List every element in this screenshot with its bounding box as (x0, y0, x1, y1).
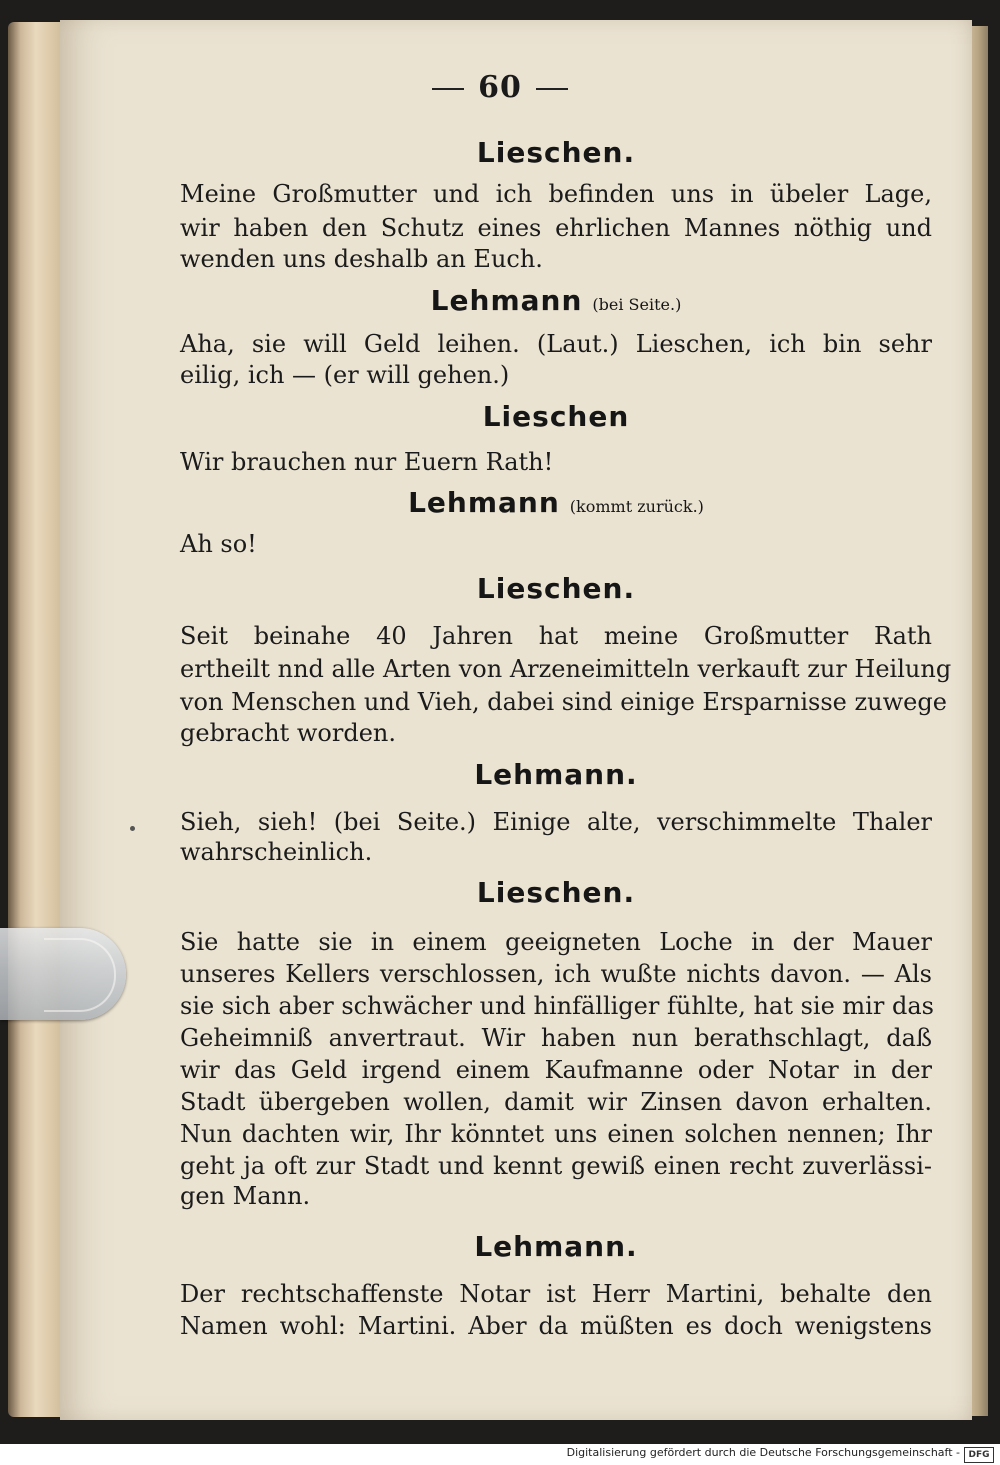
footer-credit: Digitalisierung gefördert durch die Deutsche Forschungsgemeinschaft - (566, 1446, 960, 1459)
speaker-heading (180, 1230, 932, 1263)
text-line: sie sich aber schwächer und hinfälliger fühlte, hat sie mir das (180, 992, 934, 1020)
speaker-heading (180, 572, 932, 605)
text-line: Nun dachten wir, Ihr könntet uns einen solchen nennen; Ihr (180, 1120, 932, 1148)
text-line: wahrscheinlich. (180, 838, 373, 866)
text-line: unseres Kellers verschlossen, ich wußte nichts davon. — Als (180, 960, 932, 988)
text-line: eilig, ich — (er will gehen.) (180, 361, 510, 389)
text-line: geht ja oft zur Stadt und kennt gewiß einen recht zuverlässi- (180, 1152, 932, 1180)
speaker-heading (180, 284, 932, 317)
text-line: ertheilt nnd alle Arten von Arzeneimitteln verkauft zur Heilung (180, 655, 952, 683)
text-line: Der rechtschaffenste Notar ist Herr Martini, behalte den (180, 1280, 932, 1308)
dash-right (536, 88, 568, 90)
speaker-name: Lieschen. (476, 136, 636, 169)
page-number-text: 60 (478, 70, 522, 105)
speaker-heading (180, 400, 932, 433)
text-line: Stadt übergeben wollen, damit wir Zinsen davon erhalten. (180, 1088, 932, 1116)
speaker-heading (180, 876, 932, 909)
text-line: Sie hatte sie in einem geeigneten Loche in der Mauer (180, 928, 932, 956)
speaker-name: Lehmann. (474, 1230, 638, 1263)
speaker-heading (180, 486, 932, 519)
speaker-heading (180, 136, 932, 169)
text-line: Sieh, sieh! (bei Seite.) Einige alte, verschimmelte Thaler (180, 808, 932, 836)
page-number (0, 70, 1000, 105)
text-line: gebracht worden. (180, 719, 396, 747)
margin-dot (130, 826, 135, 831)
text-line: Ah so! (180, 530, 257, 558)
speaker-name: Lieschen. (476, 876, 636, 909)
text-line: wir haben den Schutz eines ehrlichen Mannes nöthig und (180, 214, 932, 242)
text-line: gen Mann. (180, 1182, 311, 1210)
text-line: wenden uns deshalb an Euch. (180, 245, 543, 273)
footer-bar (0, 1444, 1000, 1465)
speaker-name: Lehmann. (474, 758, 638, 791)
text-line: Namen wohl: Martini. Aber da müßten es doch wenigstens (180, 1312, 932, 1340)
speaker-name: Lieschen. (476, 572, 636, 605)
speaker-name: Lehmann (430, 284, 583, 317)
text-line: von Menschen und Vieh, dabei sind einige Ersparnisse zuwege (180, 688, 947, 716)
dfg-logo: DFG (964, 1447, 994, 1463)
page-clip (0, 928, 126, 1020)
dash-left (432, 88, 464, 90)
stage-direction: (kommt zurück.) (569, 497, 704, 516)
text-line: Seit beinahe 40 Jahren hat meine Großmutter Rath (180, 622, 932, 650)
speaker-heading (180, 758, 932, 791)
text-line: Aha, sie will Geld leihen. (Laut.) Lieschen, ich bin sehr (180, 330, 932, 358)
text-line: wir das Geld irgend einem Kaufmanne oder Notar in der (180, 1056, 932, 1084)
stage-direction: (bei Seite.) (592, 295, 682, 314)
speaker-name: Lehmann (408, 486, 560, 519)
text-line: Meine Großmutter und ich befinden uns in übeler Lage, (180, 180, 932, 208)
text-line: Wir brauchen nur Euern Rath! (180, 448, 554, 476)
speaker-name: Lieschen (482, 400, 630, 433)
text-line: Geheimniß anvertraut. Wir haben nun berathschlagt, daß (180, 1024, 932, 1052)
